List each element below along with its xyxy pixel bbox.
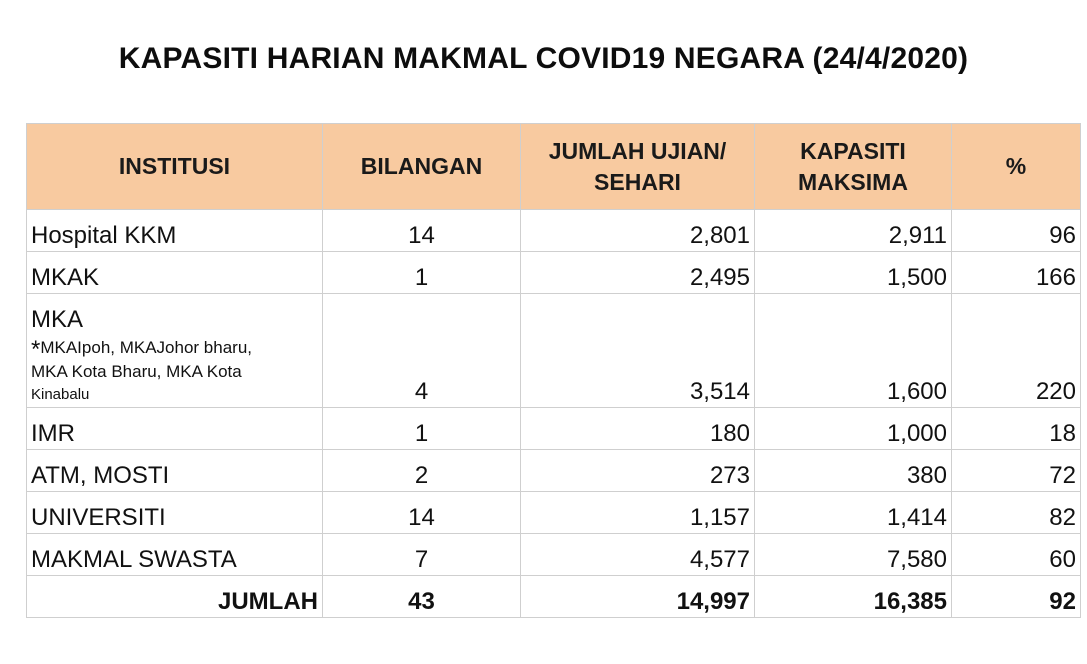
total-bilangan: 43 — [323, 576, 521, 618]
mka-note-line3: Kinabalu — [31, 386, 90, 403]
table-row — [27, 408, 1081, 450]
table-row — [27, 210, 1081, 252]
table-row — [27, 534, 1081, 576]
total-kapasiti: 16,385 — [755, 576, 952, 618]
cell-percent: 220 — [952, 294, 1081, 408]
cell-jumlah-ujian: 2,801 — [521, 210, 755, 252]
capacity-table — [26, 123, 1081, 618]
header-bilangan: BILANGAN — [323, 124, 521, 210]
mka-note — [31, 337, 318, 406]
table-row — [27, 252, 1081, 294]
cell-kapasiti: 1,500 — [755, 252, 952, 294]
mka-label: MKA — [31, 306, 84, 333]
cell-kapasiti: 1,000 — [755, 408, 952, 450]
cell-kapasiti: 1,414 — [755, 492, 952, 534]
total-jumlah-ujian: 14,997 — [521, 576, 755, 618]
cell-institusi: ATM, MOSTI — [27, 450, 323, 492]
cell-jumlah-ujian: 1,157 — [521, 492, 755, 534]
total-label: JUMLAH — [27, 576, 323, 618]
cell-kapasiti: 2,911 — [755, 210, 952, 252]
total-row — [27, 576, 1081, 618]
cell-jumlah-ujian: 180 — [521, 408, 755, 450]
table-row — [27, 450, 1081, 492]
cell-bilangan: 1 — [323, 408, 521, 450]
cell-percent: 72 — [952, 450, 1081, 492]
cell-percent: 82 — [952, 492, 1081, 534]
total-percent: 92 — [952, 576, 1081, 618]
page-title: KAPASITI HARIAN MAKMAL COVID19 NEGARA (24/4/2020) — [118, 42, 969, 75]
cell-percent: 96 — [952, 210, 1081, 252]
header-percent: % — [952, 124, 1081, 210]
mka-note-star: * — [31, 336, 41, 363]
table-header-row — [27, 124, 1081, 210]
table-row — [27, 492, 1081, 534]
mka-note-line2: MKA Kota Bharu, MKA Kota — [31, 362, 242, 381]
cell-institusi — [27, 294, 323, 408]
table-row — [27, 294, 1081, 408]
cell-jumlah-ujian: 273 — [521, 450, 755, 492]
cell-percent: 60 — [952, 534, 1081, 576]
cell-bilangan: 14 — [323, 492, 521, 534]
cell-percent: 18 — [952, 408, 1081, 450]
cell-kapasiti: 1,600 — [755, 294, 952, 408]
header-kapasiti-maksima — [755, 124, 952, 210]
cell-institusi: MKAK — [27, 252, 323, 294]
cell-institusi: Hospital KKM — [27, 210, 323, 252]
cell-kapasiti: 380 — [755, 450, 952, 492]
cell-percent: 166 — [952, 252, 1081, 294]
cell-bilangan: 2 — [323, 450, 521, 492]
cell-bilangan: 1 — [323, 252, 521, 294]
cell-jumlah-ujian: 4,577 — [521, 534, 755, 576]
cell-institusi: MAKMAL SWASTA — [27, 534, 323, 576]
cell-institusi: IMR — [27, 408, 323, 450]
mka-note-line1: MKAIpoh, MKAJohor bharu, — [40, 338, 253, 357]
cell-institusi: UNIVERSITI — [27, 492, 323, 534]
cell-kapasiti: 7,580 — [755, 534, 952, 576]
cell-bilangan: 14 — [323, 210, 521, 252]
header-jumlah-ujian — [521, 124, 755, 210]
header-kapasiti-line1: KAPASITI — [800, 137, 906, 164]
header-jumlah-ujian-line1: JUMLAH UJIAN/ — [548, 137, 727, 164]
cell-jumlah-ujian: 2,495 — [521, 252, 755, 294]
header-jumlah-ujian-line2: SEHARI — [594, 168, 681, 195]
header-institusi: INSTITUSI — [27, 124, 323, 210]
cell-bilangan: 7 — [323, 534, 521, 576]
cell-jumlah-ujian: 3,514 — [521, 294, 755, 408]
header-kapasiti-line2: MAKSIMA — [798, 168, 908, 195]
cell-bilangan: 4 — [323, 294, 521, 408]
